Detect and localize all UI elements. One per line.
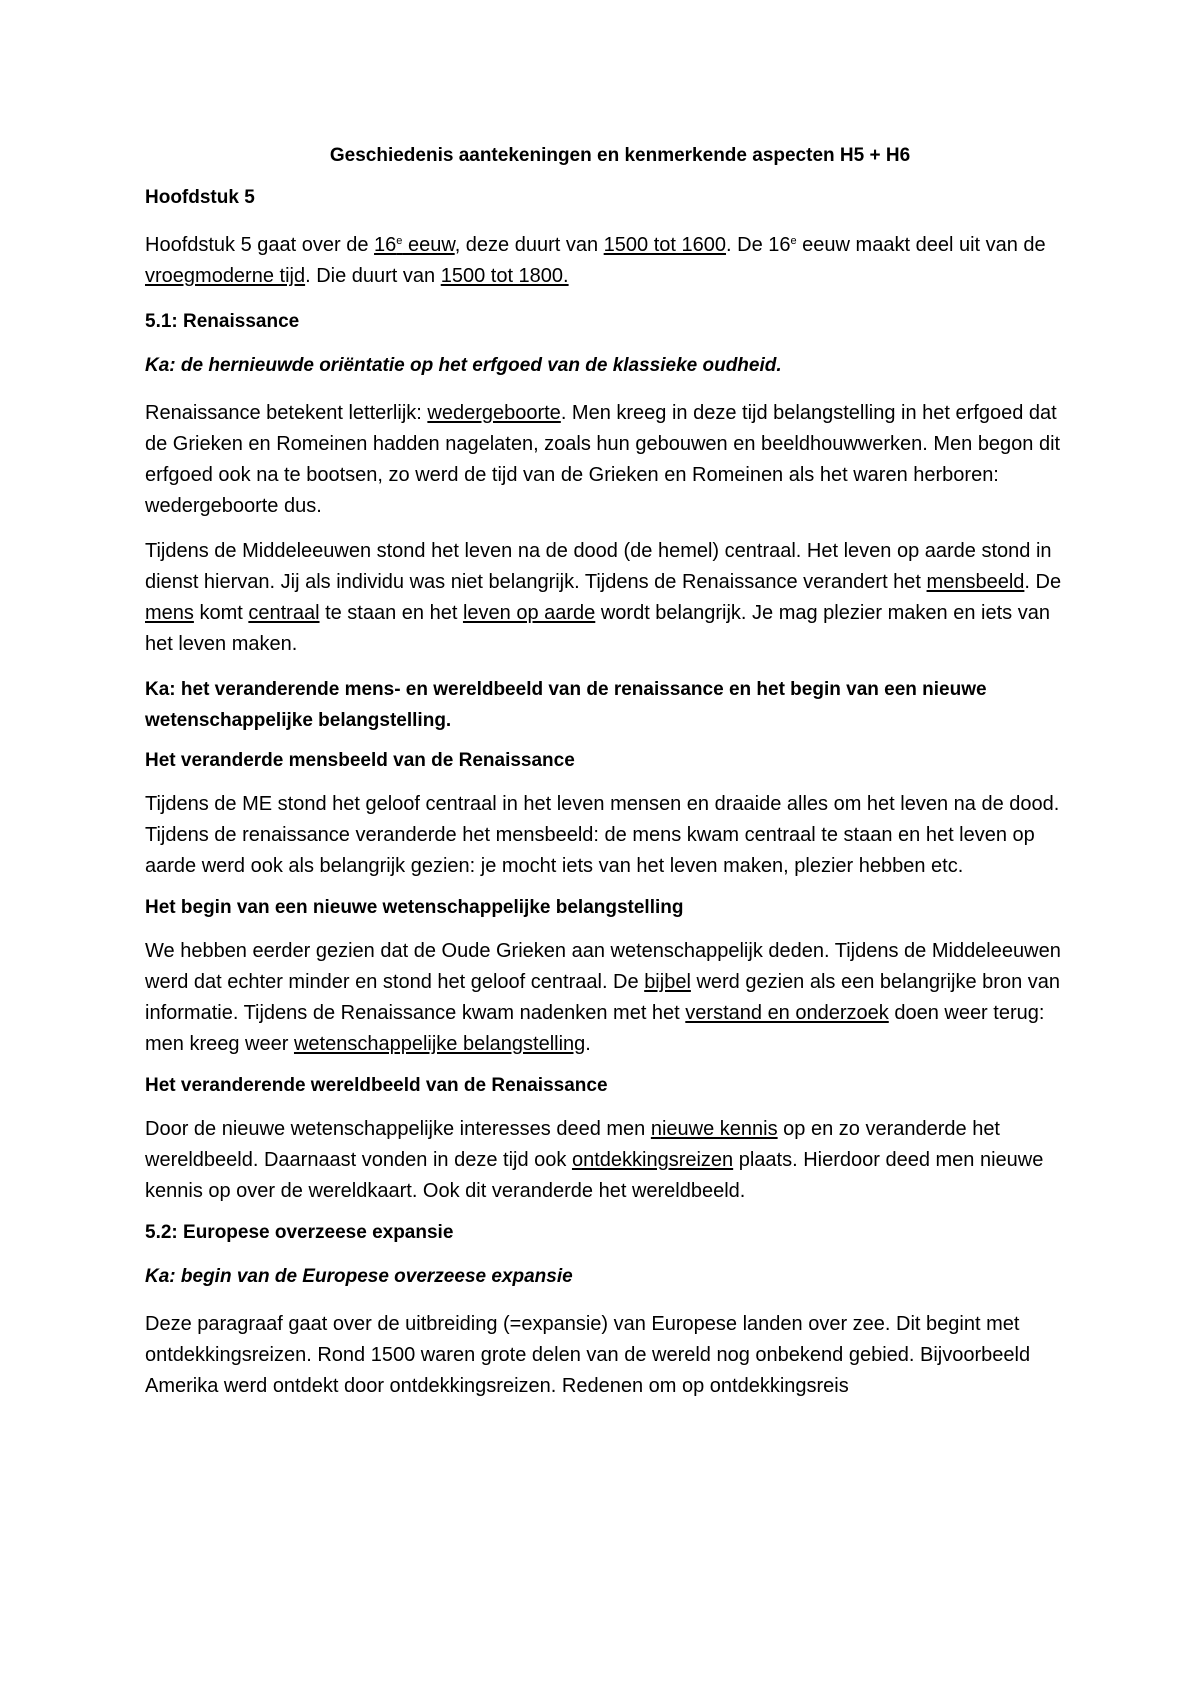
document-title: Geschiedenis aantekeningen en kenmerkende aspecten H5 + H6 [329, 145, 911, 166]
subheading-wereldbeeld: Het veranderende wereldbeeld van de Renaissance [145, 1075, 608, 1096]
underline-centraal: centraal [248, 602, 320, 624]
kenmerkend-aspect-2: Ka: het veranderende mens- en wereldbeeld van de renaissance en het begin van een nieuwe wetenschappelijke belangstelling. [145, 679, 987, 731]
paragraph-wereldbeeld: Door de nieuwe wetenschappelijke interesses deed men nieuwe kennis op en zo veranderde het wereldbeeld. Daarnaast vonden in deze tijd ook ontdekkingsreizen plaats. Hierdoor deed men nieuwe kennis op over de wereldkaart. Ook dit veranderde het wereldbeeld. [145, 1118, 1044, 1202]
underline-1500-1600: 1500 tot 1600 [603, 234, 727, 256]
paragraph-mensbeeld: Tijdens de ME stond het geloof centraal in het leven mensen en draaide alles om het leven na de dood. Tijdens de renaissance veranderde het mensbeeld: de mens kwam centraal te staan en het leven op aarde werd ook als belangrijk gezien: je mocht iets van het leven maken, plezier hebben etc. [145, 793, 1060, 877]
underline-nieuwe-kennis: nieuwe kennis [650, 1118, 778, 1140]
intro-paragraph: Hoofdstuk 5 gaat over de 16e eeuw, deze duurt van 1500 tot 1600. De 16e eeuw maakt deel uit van de vroegmoderne tijd. Die duurt van 1500 tot 1800. [145, 234, 1046, 287]
paragraph-middeleeuwen: Tijdens de Middeleeuwen stond het leven na de dood (de hemel) centraal. Het leven op aarde stond in dienst hiervan. Jij als individu was niet belangrijk. Tijdens de Renaissance verandert het mensbeeld. De mens komt centraal te staan en het leven op aarde wordt belangrijk. Je mag plezier maken en iets van het leven maken. [145, 540, 1062, 655]
paragraph-expansie: Deze paragraaf gaat over de uitbreiding (=expansie) van Europese landen over zee. Dit begint met ontdekkingsreizen. Rond 1500 waren grote delen van de wereld nog onbekend gebied. Bijvoorbeeld Amerika werd ontdekt door ontdekkingsreizen. Redenen om op ontdekkingsreis [145, 1313, 1031, 1397]
section-heading-5-2: 5.2: Europese overzeese expansie [145, 1222, 454, 1243]
underline-verstand-en-onderzoek: verstand en onderzoek [685, 1002, 889, 1024]
section-heading-5-1: 5.1: Renaissance [145, 311, 300, 332]
kenmerkend-aspect-1: Ka: de hernieuwde oriëntatie op het erfgoed van de klassieke oudheid. [145, 355, 782, 376]
underline-leven-op-aarde: leven op aarde [462, 602, 596, 624]
underline-ontdekkingsreizen: ontdekkingsreizen [571, 1149, 734, 1171]
underline-wetenschappelijke-belangstelling: wetenschappelijke belangstelling [293, 1033, 586, 1055]
subheading-wetenschap: Het begin van een nieuwe wetenschappelijke belangstelling [145, 897, 684, 918]
paragraph-renaissance: Renaissance betekent letterlijk: wedergeboorte. Men kreeg in deze tijd belangstelling in het erfgoed dat de Grieken en Romeinen hadden nagelaten, zoals hun gebouwen en beeldhouwwerken. Men begon dit erfgoed ook na te bootsen, zo werd de tijd van de Grieken en Romeinen als het waren herboren: wedergeboorte dus. [145, 402, 1061, 517]
paragraph-wetenschap: We hebben eerder gezien dat de Oude Grieken aan wetenschappelijk deden. Tijdens de Middeleeuwen werd dat echter minder en stond het geloof centraal. De bijbel werd gezien als een belangrijke bron van informatie. Tijdens de Renaissance kwam nadenken met het verstand en onderzoek doen weer terug: men kreeg weer wetenschappelijke belangstelling. [145, 940, 1061, 1055]
kenmerkend-aspect-3: Ka: begin van de Europese overzeese expansie [145, 1266, 573, 1287]
chapter-heading: Hoofdstuk 5 [145, 187, 255, 208]
underline-16e-eeuw: 16e eeuw [374, 234, 455, 256]
underline-1500-1800: 1500 tot 1800. [440, 265, 569, 287]
underline-mensbeeld: mensbeeld [926, 571, 1025, 593]
underline-wedergeboorte: wedergeboorte [427, 402, 561, 424]
underline-vroegmoderne-tijd: vroegmoderne tijd [145, 265, 306, 287]
underline-bijbel: bijbel [644, 971, 691, 993]
document-body [145, 144, 1065, 1416]
subheading-mensbeeld: Het veranderde mensbeeld van de Renaissance [145, 750, 575, 771]
underline-mens: mens [145, 602, 194, 624]
